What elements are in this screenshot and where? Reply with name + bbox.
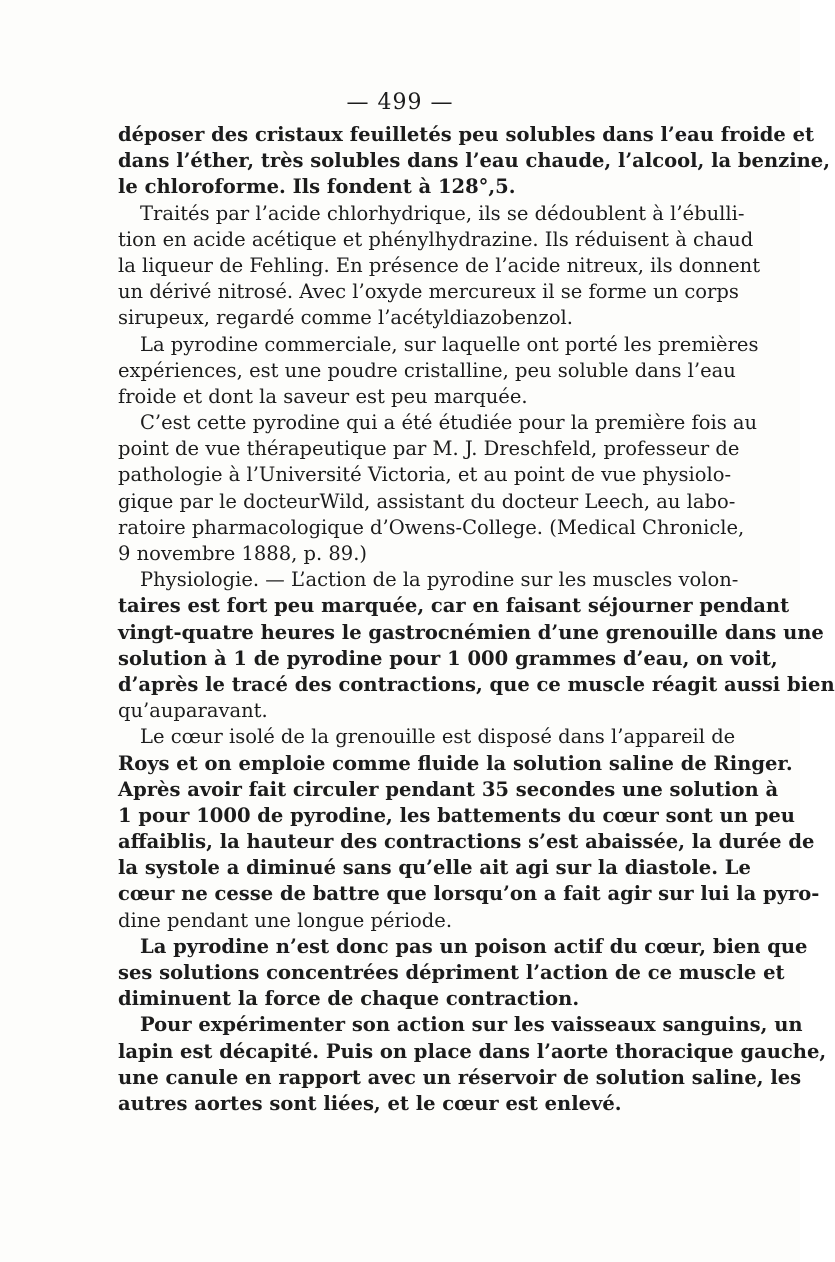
text-line: la systole a diminué sans qu’elle ait agi sur la diastole. Le — [118, 856, 751, 880]
text-line: dine pendant une longue période. — [118, 908, 453, 932]
paragraph-start-line: Le cœur isolé de la grenouille est disposé dans l’appareil de — [140, 725, 736, 749]
text-line: ratoire pharmacologique d’Owens-College. (Medical Chronicle, — [118, 515, 745, 539]
body-text — [118, 122, 835, 1117]
text-line: solution à 1 de pyrodine pour 1 000 grammes d’eau, on voit, — [118, 646, 778, 670]
text-line: ses solutions concentrées dépriment l’action de ce muscle et — [118, 961, 785, 984]
paragraph-start-line: Pour expérimenter son action sur les vaisseaux sanguins, un — [140, 1013, 803, 1037]
paragraph-start-line: La pyrodine commerciale, sur laquelle ont porté les premières — [140, 332, 759, 356]
text-line: 9 novembre 1888, p. 89.) — [118, 542, 368, 565]
paragraph-start-line: La pyrodine n’est donc pas un poison actif du cœur, bien que — [140, 934, 808, 958]
text-line: affaiblis, la hauteur des contractions s’est abaissée, la durée de — [118, 830, 815, 854]
text-line: froide et dont la saveur est peu marquée. — [118, 384, 528, 408]
text-line: qu’auparavant. — [118, 699, 268, 723]
text-line: autres aortes sont liées, et le cœur est enlevé. — [118, 1091, 622, 1115]
paragraph-start-line: Traités par l’acide chlorhydrique, ils se dédoublent à l’ébulli- — [140, 201, 745, 225]
text-line: diminuent la force de chaque contraction. — [118, 987, 580, 1011]
text-line: lapin est décapité. Puis on place dans l’aorte thoracique gauche, — [118, 1039, 827, 1063]
text-line: Après avoir fait circuler pendant 35 secondes une solution à — [118, 777, 779, 801]
text-line: déposer des cristaux feuilletés peu solubles dans l’eau froide et — [118, 123, 815, 146]
page-number: — 499 — — [346, 90, 454, 115]
text-line: Roys et on emploie comme fluide la solution saline de Ringer. — [118, 751, 793, 775]
text-line: dans l’éther, très solubles dans l’eau chaude, l’alcool, la benzine, — [118, 149, 830, 173]
text-line: tion en acide acétique et phénylhydrazine. Ils réduisent à chaud — [118, 227, 754, 251]
text-line: une canule en rapport avec un réservoir de solution saline, les — [118, 1065, 802, 1089]
text-line: gique par le docteurWild, assistant du docteur Leech, au labo- — [118, 489, 736, 513]
text-line: expériences, est une poudre cristalline, peu soluble dans l’eau — [118, 358, 736, 382]
text-line: le chloroforme. Ils fondent à 128°,5. — [118, 175, 516, 199]
text-line: sirupeux, regardé comme l’acétyldiazobenzol. — [118, 306, 573, 330]
paragraph-start-line: Physiologie. — L’action de la pyrodine sur les muscles volon- — [140, 568, 739, 592]
text-line: taires est fort peu marquée, car en faisant séjourner pendant — [118, 594, 790, 618]
text-line: vingt-quatre heures le gastrocnémien d’une grenouille dans une — [118, 620, 824, 644]
text-line: pathologie à l’Université Victoria, et au point de vue physiolo- — [118, 463, 732, 487]
text-line: d’après le tracé des contractions, que ce muscle réagit aussi bien — [118, 672, 835, 696]
text-line: 1 pour 1000 de pyrodine, les battements du cœur sont un peu — [118, 803, 795, 827]
text-line: cœur ne cesse de battre que lorsqu’on a fait agir sur lui la pyro- — [118, 882, 820, 906]
text-line: un dérivé nitrosé. Avec l’oxyde mercureux il se forme un corps — [118, 280, 739, 304]
text-line: la liqueur de Fehling. En présence de l’acide nitreux, ils donnent — [118, 253, 761, 277]
paragraph-start-line: C’est cette pyrodine qui a été étudiée pour la première fois au — [140, 411, 758, 435]
text-line: point de vue thérapeutique par M. J. Dreschfeld, professeur de — [118, 437, 740, 461]
